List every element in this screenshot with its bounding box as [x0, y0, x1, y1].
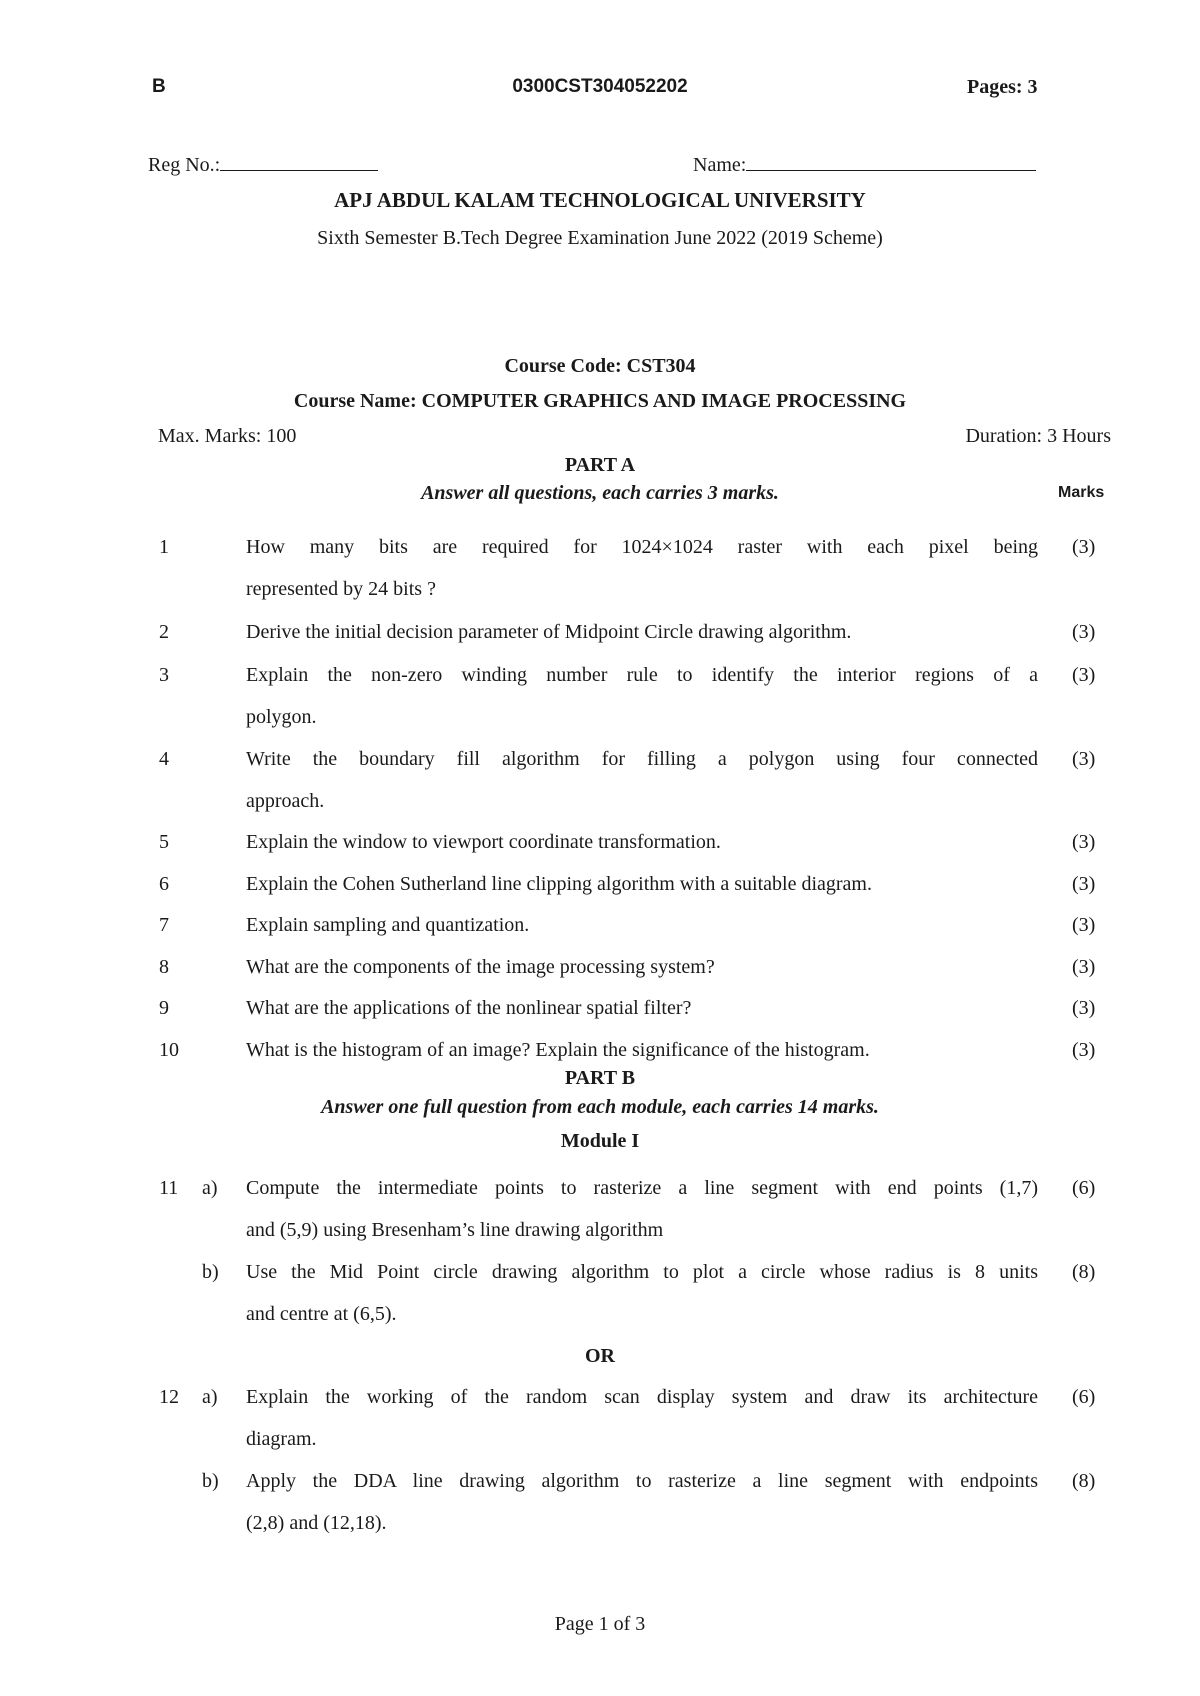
or-divider: OR	[585, 1345, 615, 1367]
subquestion-label: a)	[202, 1177, 218, 1199]
paper-code: 0300CST304052202	[512, 76, 688, 97]
name-blank	[746, 152, 1036, 171]
max-marks: Max. Marks: 100	[158, 425, 297, 447]
question-marks: (3)	[1072, 831, 1096, 853]
question-text-cont: (2,8) and (12,18).	[246, 1512, 387, 1534]
question-text-cont: and (5,9) using Bresenham’s line drawing algorithm	[246, 1219, 664, 1241]
page-footer: Page 1 of 3	[554, 1613, 646, 1635]
question-text-cont: approach.	[246, 790, 325, 812]
question-marks: (8)	[1072, 1261, 1096, 1283]
question-number: 6	[159, 873, 169, 895]
marks-header: Marks	[1058, 484, 1105, 501]
question-text-cont: diagram.	[246, 1428, 317, 1450]
question-text: Explain sampling and quantization.	[246, 914, 530, 936]
question-number: 8	[159, 956, 169, 978]
question-marks: (3)	[1072, 621, 1096, 643]
question-text: What are the components of the image processing system?	[246, 956, 715, 978]
subquestion-label: b)	[202, 1470, 219, 1492]
question-number: 12	[159, 1386, 179, 1408]
reg-no-field	[148, 152, 378, 177]
part-a-instruction: Answer all questions, each carries 3 marks.	[421, 482, 779, 504]
subquestion-label: a)	[202, 1386, 218, 1408]
question-number: 3	[159, 664, 169, 686]
question-marks: (6)	[1072, 1386, 1096, 1408]
question-text: What is the histogram of an image? Explain the significance of the histogram.	[246, 1039, 870, 1061]
question-text: Explain the non-zero winding number rule to identify the interior regions of a	[246, 664, 1038, 686]
question-number: 5	[159, 831, 169, 853]
question-marks: (3)	[1072, 536, 1096, 558]
question-marks: (3)	[1072, 956, 1096, 978]
question-marks: (3)	[1072, 664, 1096, 686]
question-text: How many bits are required for 1024×1024 raster with each pixel being	[246, 536, 1038, 558]
duration: Duration: 3 Hours	[965, 425, 1111, 447]
reg-no-blank	[220, 152, 378, 171]
page-count: Pages: 3	[967, 76, 1038, 98]
name-field	[693, 152, 1036, 177]
question-number: 10	[159, 1039, 179, 1061]
question-marks: (3)	[1072, 873, 1096, 895]
course-code: Course Code: CST304	[504, 355, 696, 377]
question-marks: (8)	[1072, 1470, 1096, 1492]
question-marks: (3)	[1072, 997, 1096, 1019]
part-a-title: PART A	[564, 454, 636, 476]
question-number: 7	[159, 914, 169, 936]
question-text: Explain the Cohen Sutherland line clipping algorithm with a suitable diagram.	[246, 873, 872, 895]
question-text: Explain the window to viewport coordinate transformation.	[246, 831, 721, 853]
question-text: Apply the DDA line drawing algorithm to rasterize a line segment with endpoints	[246, 1470, 1038, 1492]
question-marks: (6)	[1072, 1177, 1096, 1199]
question-number: 11	[159, 1177, 179, 1199]
question-text: What are the applications of the nonlinear spatial filter?	[246, 997, 692, 1019]
question-marks: (3)	[1072, 1039, 1096, 1061]
question-text: Use the Mid Point circle drawing algorithm to plot a circle whose radius is 8 units	[246, 1261, 1038, 1283]
name-label: Name:	[693, 154, 747, 176]
question-text-cont: and centre at (6,5).	[246, 1303, 397, 1325]
question-text: Write the boundary fill algorithm for filling a polygon using four connected	[246, 748, 1038, 770]
question-text: Derive the initial decision parameter of Midpoint Circle drawing algorithm.	[246, 621, 852, 643]
part-b-instruction: Answer one full question from each module, each carries 14 marks.	[321, 1096, 879, 1118]
module-title: Module I	[560, 1130, 640, 1152]
question-text: Compute the intermediate points to rasterize a line segment with end points (1,7)	[246, 1177, 1038, 1199]
set-label: B	[152, 76, 166, 97]
question-text-cont: polygon.	[246, 706, 317, 728]
question-marks: (3)	[1072, 914, 1096, 936]
reg-no-label: Reg No.:	[148, 154, 221, 176]
exam-title: Sixth Semester B.Tech Degree Examination June 2022 (2019 Scheme)	[317, 227, 883, 249]
question-marks: (3)	[1072, 748, 1096, 770]
part-b-title: PART B	[564, 1067, 636, 1089]
question-number: 2	[159, 621, 169, 643]
question-text-cont: represented by 24 bits ?	[246, 578, 436, 600]
subquestion-label: b)	[202, 1261, 219, 1283]
university-name: APJ ABDUL KALAM TECHNOLOGICAL UNIVERSITY	[334, 188, 866, 212]
question-number: 4	[159, 748, 169, 770]
course-name: Course Name: COMPUTER GRAPHICS AND IMAGE PROCESSING	[293, 390, 907, 412]
question-number: 9	[159, 997, 169, 1019]
question-text: Explain the working of the random scan display system and draw its architecture	[246, 1386, 1038, 1408]
question-number: 1	[159, 536, 169, 558]
